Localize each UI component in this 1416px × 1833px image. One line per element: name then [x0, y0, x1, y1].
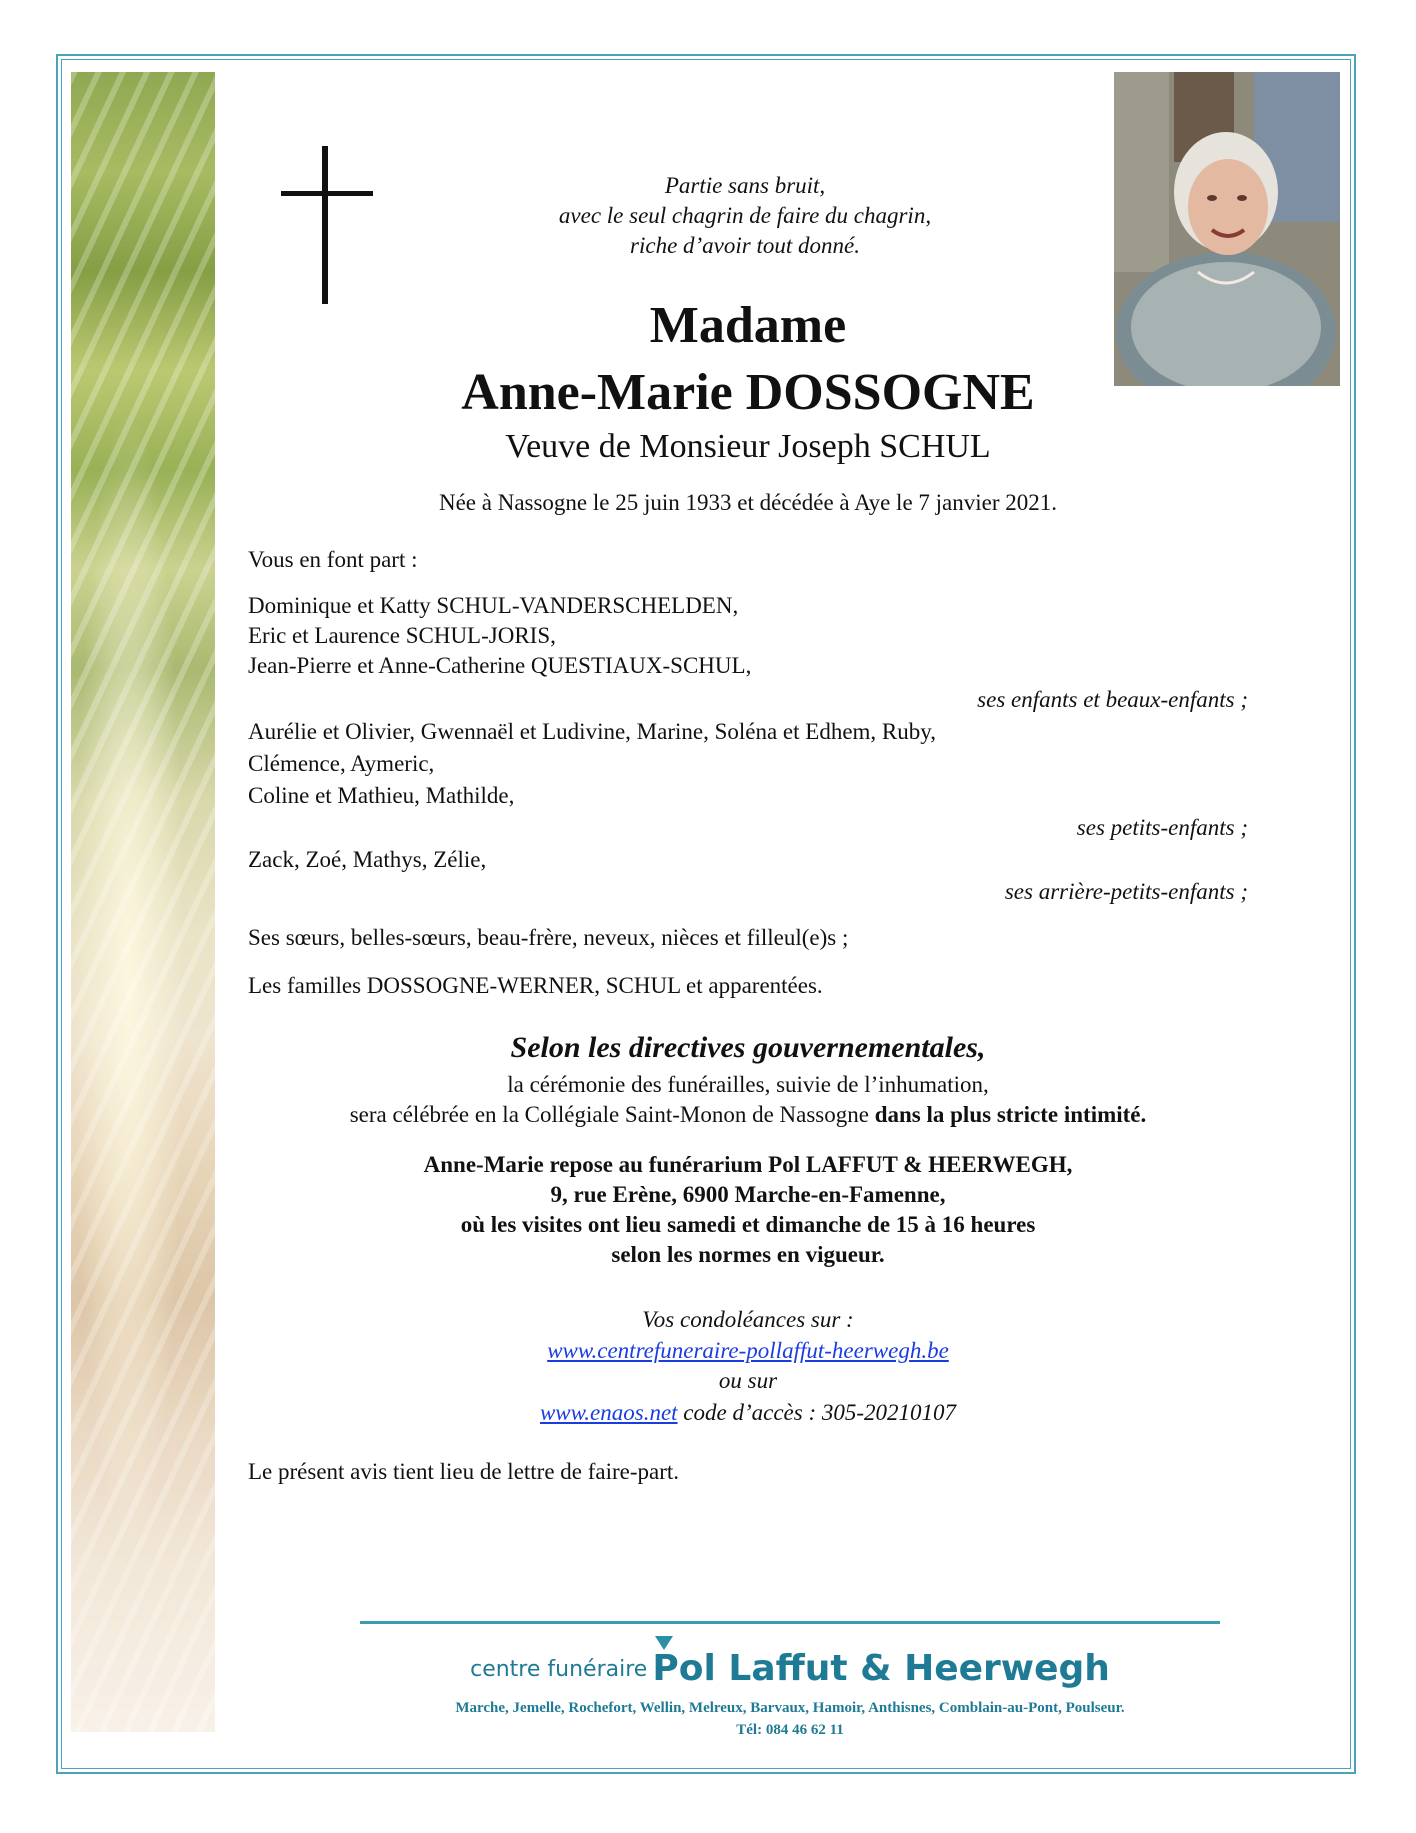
visit-line: 9, rue Erène, 6900 Marche-en-Famenne, — [550, 1182, 946, 1207]
child-line: Jean-Pierre et Anne-Catherine QUESTIAUX-SCHUL, — [248, 653, 752, 678]
condolences-or: ou sur — [718, 1368, 778, 1393]
grandchild-line: Aurélie et Olivier, Gwennaël et Ludivine, Marine, Soléna et Edhem, Ruby, — [248, 719, 937, 744]
great-grandchildren-line: Zack, Zoé, Mathys, Zélie, — [248, 847, 487, 872]
grandchildren-label: ses petits-enfants ; — [1076, 815, 1248, 840]
poem-line: avec le seul chagrin de faire du chagrin, — [558, 203, 932, 228]
intro-text: Vous en font part : — [248, 547, 418, 572]
enaos-link[interactable]: www.enaos.net — [539, 1400, 678, 1425]
grandchild-line: Coline et Mathieu, Mathilde, — [248, 783, 515, 808]
ceremony-line-2 — [248, 1100, 1248, 1130]
child-line: Eric et Laurence SCHUL-JORIS, — [248, 623, 556, 648]
visit-line: où les visites ont lieu samedi et dimanche de 15 à 16 heures — [460, 1212, 1036, 1237]
widow-of: Veuve de Monsieur Joseph SCHUL — [505, 428, 991, 465]
footer-logo — [360, 1648, 1220, 1689]
enaos-row — [248, 1398, 1248, 1428]
ceremony-heading: Selon les directives gouvernementales, — [510, 1031, 986, 1064]
condolences-label: Vos condoléances sur : — [642, 1307, 854, 1332]
honorific: Madame — [649, 297, 847, 354]
condolences-link-row — [248, 1336, 1248, 1366]
great-grandchildren-label: ses arrière-petits-enfants ; — [1004, 879, 1248, 904]
ceremony-place: sera célébrée en la Collégiale Saint-Monon de Nassogne — [349, 1102, 875, 1127]
child-line: Dominique et Katty SCHUL-VANDERSCHELDEN, — [248, 593, 739, 618]
footer-phone: Tél: 084 46 62 11 — [736, 1722, 844, 1738]
birth-death-line: Née à Nassogne le 25 juin 1933 et décédée à Aye le 7 janvier 2021. — [438, 490, 1058, 515]
deceased-name: Anne-Marie DOSSOGNE — [461, 364, 1035, 421]
footer-towns: Marche, Jemelle, Rochefort, Wellin, Melreux, Barvaux, Hamoir, Anthisnes, Comblain-au-Pont, Poulseur. — [455, 1700, 1125, 1716]
funeral-center-link[interactable]: www.centrefuneraire-pollaffut-heerwegh.be — [547, 1338, 949, 1363]
forest-path-image — [71, 72, 215, 1732]
families-line: Les familles DOSSOGNE-WERNER, SCHUL et apparentées. — [248, 973, 823, 998]
ceremony-line: la cérémonie des funérailles, suivie de l’inhumation, — [507, 1072, 989, 1097]
poem — [420, 171, 1070, 261]
access-code: code d’accès : 305-20210107 — [677, 1400, 957, 1425]
grandchild-line: Clémence, Aymeric, — [248, 751, 435, 776]
footer-brand-name: Pol Laffut & Heerwegh — [652, 1648, 1110, 1689]
cross-icon — [281, 146, 377, 306]
poem-line: riche d’avoir tout donné. — [630, 233, 860, 258]
closing-text: Le présent avis tient lieu de lettre de faire-part. — [248, 1459, 680, 1484]
footer-divider — [360, 1621, 1220, 1624]
visit-line: Anne-Marie repose au funérarium Pol LAFFUT & HEERWEGH, — [423, 1152, 1073, 1177]
poem-line: Partie sans bruit, — [664, 173, 826, 198]
ceremony-intimacy: dans la plus stricte intimité. — [874, 1102, 1147, 1127]
siblings-line: Ses sœurs, belles-sœurs, beau-frère, neveux, nièces et filleul(e)s ; — [248, 925, 849, 950]
visit-line: selon les normes en vigueur. — [611, 1242, 885, 1267]
children-label: ses enfants et beaux-enfants ; — [977, 687, 1248, 712]
footer-prefix: centre funéraire — [470, 1657, 648, 1682]
